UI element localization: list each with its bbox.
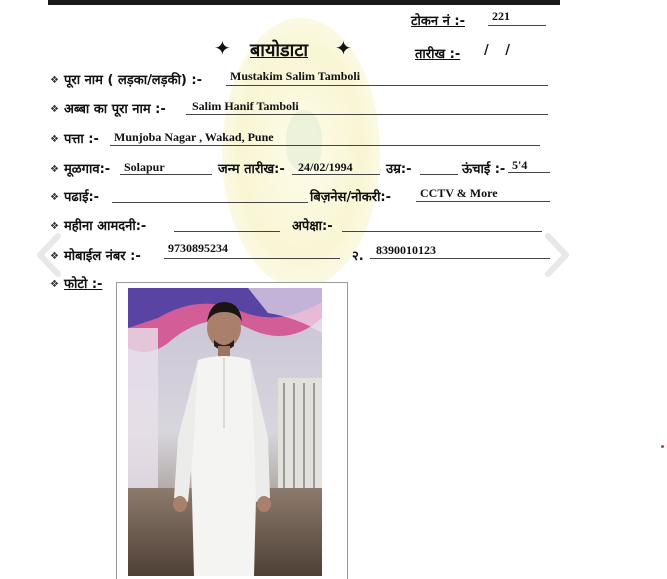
date-label: तारीख :- <box>415 47 461 62</box>
full-name-label: पूरा नाम ( लड़का/लड़की) :- <box>64 73 202 88</box>
bullet-icon: ❖ <box>50 164 59 175</box>
expectation-label: अपेक्षा:- <box>292 219 333 234</box>
token-value: 221 <box>492 9 510 23</box>
ornament-right: ✦ <box>335 36 352 60</box>
page-title: बायोडाटा <box>250 40 309 61</box>
education-label: पढाई:- <box>64 190 100 205</box>
bullet-icon: ❖ <box>50 279 59 290</box>
address-label: पत्ता :- <box>64 132 99 147</box>
birth-date-label: जन्म तारीख:- <box>218 162 285 177</box>
mobile-value: 9730895234 <box>168 241 228 255</box>
full-name-value: Mustakim Salim Tamboli <box>230 69 361 83</box>
bullet-icon: ❖ <box>50 75 59 86</box>
native-place-value: Solapur <box>124 160 165 174</box>
height-value: 5'4 <box>512 158 528 172</box>
bullet-icon: ❖ <box>50 104 59 115</box>
red-dot <box>661 445 664 448</box>
native-place-label: मूळगाव:- <box>64 162 111 177</box>
father-name-value: Salim Hanif Tamboli <box>192 99 299 113</box>
height-label: ऊंचाई :- <box>462 162 506 177</box>
father-name-label: अब्बा का पूरा नाम :- <box>64 102 166 117</box>
income-label: महीना आमदनी:- <box>64 219 147 234</box>
birth-date-value: 24/02/1994 <box>298 160 353 174</box>
age-label: उम्र:- <box>386 162 412 177</box>
mobile2-label: २. <box>352 249 364 264</box>
bullet-icon: ❖ <box>50 134 59 145</box>
top-border <box>48 0 560 5</box>
mobile2-value: 8390010123 <box>376 243 436 257</box>
ornament-left: ✦ <box>214 36 231 60</box>
chevron-right-icon[interactable] <box>544 232 570 278</box>
date-value: / / <box>484 43 511 58</box>
bullet-icon: ❖ <box>50 221 59 232</box>
token-label: टोकन नं :- <box>411 14 465 29</box>
address-value: Munjoba Nagar , Wakad, Pune <box>114 130 274 144</box>
mobile-label: मोबाईल नंबर :- <box>64 249 141 264</box>
photo-label: फोटो :- <box>64 277 103 292</box>
bullet-icon: ❖ <box>50 251 59 262</box>
occupation-value: CCTV & More <box>420 186 498 200</box>
bullet-icon: ❖ <box>50 192 59 203</box>
occupation-label: बिज़नेस/नोकरी:- <box>310 190 392 205</box>
profile-photo <box>128 288 322 576</box>
